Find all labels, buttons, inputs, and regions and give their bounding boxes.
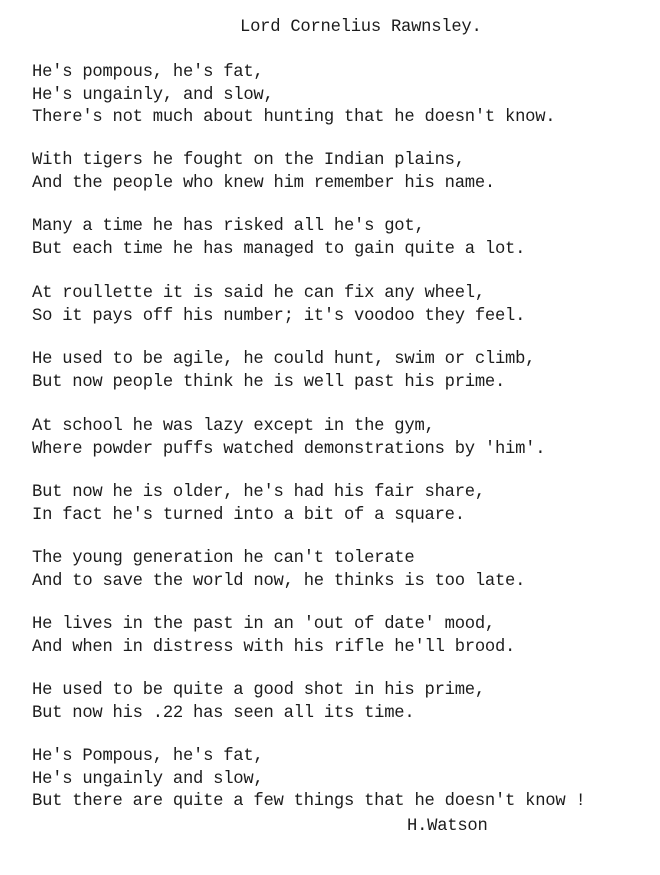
stanza-5: [32, 349, 535, 394]
poem-line: And when in distress with his rifle he'll brood.: [32, 637, 516, 657]
poem-line: He used to be agile, he could hunt, swim or climb,: [32, 350, 536, 369]
stanza-2: [32, 150, 495, 195]
poem-line: With tigers he fought on the Indian plains,: [32, 151, 465, 170]
poem-line: The young generation he can't tolerate: [32, 549, 415, 568]
poem-line: At school he was lazy except in the gym,: [32, 417, 435, 436]
stanza-9: [32, 614, 515, 659]
stanza-1: [32, 62, 555, 130]
poem-line: But each time he has managed to gain quite a lot.: [32, 239, 526, 259]
poem-line: He lives in the past in an 'out of date' mood,: [32, 615, 495, 634]
poem-line: He's ungainly and slow,: [32, 769, 264, 789]
author-signature: H.Watson: [407, 817, 488, 836]
poem-line: He used to be quite a good shot in his prime,: [32, 681, 485, 700]
poem-line: He's ungainly, and slow,: [32, 85, 274, 105]
poem-line: He's Pompous, he's fat,: [32, 747, 264, 766]
poem-line: In fact he's turned into a bit of a square.: [32, 505, 465, 525]
stanza-4: [32, 283, 525, 328]
stanza-6: [32, 416, 545, 461]
poem-line: He's pompous, he's fat,: [32, 63, 264, 82]
poem-line: But there are quite a few things that he doesn't know !: [32, 792, 586, 811]
stanza-8: [32, 548, 525, 593]
poem-line: But now his .22 has seen all its time.: [32, 703, 415, 723]
poem-line: But now he is older, he's had his fair share,: [32, 483, 485, 502]
stanza-7: [32, 482, 485, 527]
poem-line: But now people think he is well past his prime.: [32, 372, 506, 392]
stanza-11: [32, 746, 586, 814]
poem-line: There's not much about hunting that he doesn't know.: [32, 108, 556, 127]
poem-line: Where powder puffs watched demonstrations by 'him'.: [32, 439, 546, 459]
poem-line: So it pays off his number; it's voodoo they feel.: [32, 306, 526, 326]
poem-line: And the people who knew him remember his name.: [32, 173, 495, 193]
stanza-3: [32, 216, 525, 261]
poem-line: And to save the world now, he thinks is too late.: [32, 571, 526, 591]
poem-line: At roullette it is said he can fix any wheel,: [32, 284, 485, 303]
stanza-10: [32, 680, 485, 725]
poem-title: Lord Cornelius Rawnsley.: [240, 18, 482, 37]
poem-line: Many a time he has risked all he's got,: [32, 217, 425, 236]
